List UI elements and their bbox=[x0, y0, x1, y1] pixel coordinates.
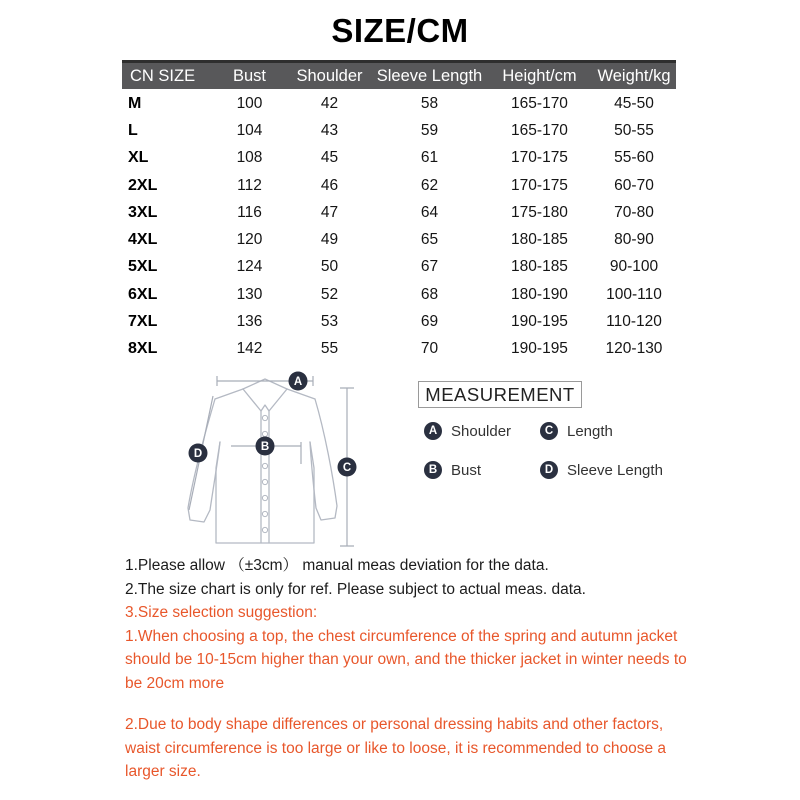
table-row bbox=[122, 145, 676, 172]
table-cell: 62 bbox=[420, 176, 439, 194]
legend-label: Length bbox=[567, 422, 613, 440]
legend-item bbox=[540, 418, 684, 444]
table-cell: 52 bbox=[320, 285, 339, 303]
shirt-placket bbox=[261, 411, 269, 543]
badge-a bbox=[289, 372, 308, 391]
table-cell: 190-195 bbox=[511, 313, 568, 331]
table-row bbox=[122, 254, 676, 281]
table-cell: 69 bbox=[420, 313, 439, 331]
table-cell: 55-60 bbox=[614, 149, 654, 167]
table-cell: 120-130 bbox=[605, 340, 663, 358]
table-cell: 42 bbox=[320, 94, 339, 112]
table-row bbox=[122, 117, 676, 144]
legend-label: Shoulder bbox=[451, 422, 512, 440]
measure-badge: B bbox=[424, 461, 442, 479]
table-cell: 130 bbox=[236, 285, 263, 303]
note-line-2: 2.The size chart is only for ref. Please subject to actual meas. data. bbox=[125, 580, 586, 598]
table-cell: 53 bbox=[320, 313, 339, 331]
table-cell: 190-195 bbox=[511, 340, 568, 358]
table-cell: 55 bbox=[320, 340, 339, 358]
table-row bbox=[122, 172, 676, 199]
table-cell: 100-110 bbox=[606, 285, 662, 303]
table-cell: 112 bbox=[237, 176, 262, 194]
table-cell: 104 bbox=[236, 121, 263, 139]
size-label: 6XL bbox=[128, 285, 158, 303]
table-cell: 124 bbox=[236, 258, 263, 276]
table-row bbox=[122, 90, 676, 117]
svg-text:C: C bbox=[342, 462, 352, 474]
note-paragraph-1: 1.When choosing a top, the chest circumference of the spring and autumn jacket should be 10-15cm higher than your own, and the thicker jacket in winter needs to be 20cm more bbox=[125, 627, 687, 692]
table-cell: 90-100 bbox=[609, 258, 659, 276]
table-cell: 46 bbox=[320, 176, 339, 194]
svg-text:D: D bbox=[193, 448, 203, 460]
table-cell: 136 bbox=[236, 313, 263, 331]
table-cell: 108 bbox=[236, 149, 263, 167]
table-cell: 80-90 bbox=[614, 231, 654, 249]
legend-item bbox=[540, 457, 684, 483]
badge-d bbox=[189, 444, 208, 463]
shirt-illustration bbox=[165, 368, 365, 558]
table-cell: 165-170 bbox=[511, 94, 568, 112]
header-cell: Bust bbox=[232, 66, 267, 85]
svg-text:B: B bbox=[260, 441, 270, 453]
measure-badge: C bbox=[540, 422, 558, 440]
badge-b bbox=[256, 437, 275, 456]
header-cell: Shoulder bbox=[296, 66, 363, 85]
table-cell: 165-170 bbox=[511, 121, 568, 139]
legend-item bbox=[424, 418, 540, 444]
page-title: SIZE/CM bbox=[331, 12, 469, 49]
size-label: 8XL bbox=[128, 340, 158, 358]
size-label: 7XL bbox=[128, 313, 158, 331]
badge-c bbox=[338, 458, 357, 477]
table-cell: 100 bbox=[236, 94, 263, 112]
header-cell: Weight/kg bbox=[597, 66, 671, 85]
table-row bbox=[122, 199, 676, 226]
table-cell: 64 bbox=[420, 203, 439, 221]
size-label: 4XL bbox=[128, 231, 158, 249]
svg-text:A: A bbox=[293, 376, 303, 388]
size-label: 5XL bbox=[128, 258, 158, 276]
table-cell: 50-55 bbox=[614, 121, 654, 139]
table-cell: 45-50 bbox=[614, 94, 654, 112]
legend-item bbox=[424, 457, 540, 483]
table-cell: 65 bbox=[420, 231, 439, 249]
header-cell: Sleeve Length bbox=[376, 66, 483, 85]
header-cell: Height/cm bbox=[502, 66, 577, 85]
table-cell: 70-80 bbox=[614, 203, 654, 221]
table-cell: 60-70 bbox=[614, 176, 654, 194]
table-cell: 142 bbox=[236, 340, 263, 358]
table-cell: 175-180 bbox=[511, 203, 568, 221]
table-cell: 70 bbox=[420, 340, 439, 358]
table-row bbox=[122, 308, 676, 335]
notes-block bbox=[125, 554, 687, 784]
table-cell: 61 bbox=[420, 149, 439, 167]
table-header-row bbox=[122, 60, 676, 89]
measurement-box-title: MEASUREMENT bbox=[418, 381, 582, 408]
measure-badge: A bbox=[424, 422, 442, 440]
table-body bbox=[122, 90, 676, 363]
header-cell: CN SIZE bbox=[130, 66, 196, 85]
table-cell: 180-185 bbox=[511, 258, 568, 276]
table-cell: 68 bbox=[420, 285, 439, 303]
measure-badge: D bbox=[540, 461, 558, 479]
note-paragraph-2: 2.Due to body shape differences or personal dressing habits and other factors, waist circumference is too large or like to loose, it is recommended to choose a larger size. bbox=[125, 716, 667, 780]
legend-label: Bust bbox=[451, 461, 482, 479]
shirt-collar-flaps bbox=[243, 389, 287, 411]
size-label: 3XL bbox=[128, 203, 158, 221]
size-label: 2XL bbox=[128, 176, 158, 194]
size-label: M bbox=[128, 94, 142, 112]
table-row bbox=[122, 226, 676, 253]
table-cell: 110-120 bbox=[606, 313, 662, 331]
table-cell: 170-175 bbox=[511, 149, 568, 167]
size-label: L bbox=[128, 121, 138, 139]
table-cell: 180-190 bbox=[511, 285, 568, 303]
table-row bbox=[122, 336, 676, 363]
shirt-measurement-diagram bbox=[165, 368, 365, 558]
shirt-left-shoulder bbox=[215, 389, 243, 399]
note-line-3: 3.Size selection suggestion: bbox=[125, 604, 318, 621]
table-cell: 180-185 bbox=[511, 231, 568, 249]
table-cell: 120 bbox=[236, 231, 263, 249]
table-cell: 50 bbox=[320, 258, 339, 276]
legend-label: Sleeve Length bbox=[567, 461, 663, 479]
table-cell: 49 bbox=[320, 231, 339, 249]
table-cell: 67 bbox=[420, 258, 439, 276]
table-cell: 47 bbox=[320, 203, 339, 221]
table-cell: 45 bbox=[320, 149, 339, 167]
shirt-buttons bbox=[260, 415, 270, 532]
table-row bbox=[122, 281, 676, 308]
table-cell: 58 bbox=[420, 94, 439, 112]
table-cell: 59 bbox=[420, 121, 439, 139]
measurement-legend bbox=[424, 418, 684, 483]
size-label: XL bbox=[128, 149, 149, 167]
size-chart-table bbox=[122, 60, 676, 363]
table-cell: 43 bbox=[320, 121, 339, 139]
shirt-right-shoulder bbox=[287, 389, 315, 399]
table-cell: 170-175 bbox=[511, 176, 568, 194]
table-cell: 116 bbox=[237, 203, 262, 221]
note-line-1: 1.Please allow （±3cm） manual meas deviation for the data. bbox=[125, 557, 549, 574]
